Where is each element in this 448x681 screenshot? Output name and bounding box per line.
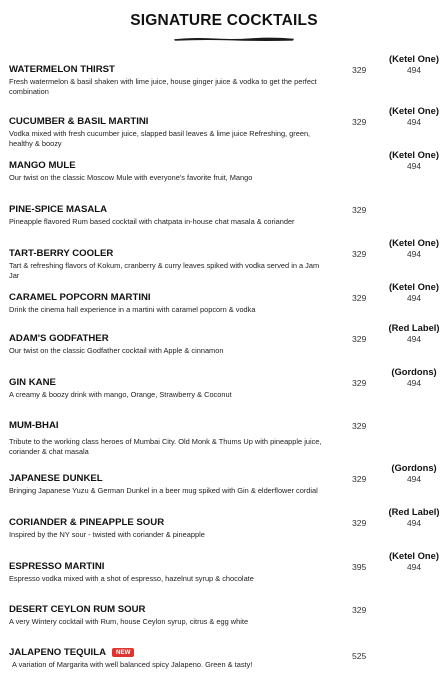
item-price: 329: [352, 605, 367, 615]
upgrade-spirit: (Red Label): [388, 322, 440, 333]
upgrade-price: 494: [407, 249, 421, 259]
upgrade-price: 494: [407, 117, 421, 127]
item-description: Drink the cinema hall experience in a martini with caramel popcorn & vodka: [9, 305, 256, 314]
item-name: JALAPENO TEQUILA: [9, 647, 107, 658]
item-description: Vodka mixed with fresh cucumber juice, slapped basil leaves & lime juice Refreshing, green, healthy & boozy: [9, 129, 311, 148]
upgrade-option: [382, 366, 446, 388]
item-description: Bringing Japanese Yuzu & German Dunkel in a beer mug spiked with Gin & elderflower cordial: [9, 486, 318, 495]
upgrade-option: [382, 550, 446, 572]
item-name: ADAM'S GODFATHER: [9, 333, 109, 344]
item-description: Pineapple flavored Rum based cocktail with chatpata in-house chat masala & coriander: [9, 217, 295, 226]
item-price: 329: [352, 474, 367, 484]
title-underline-brush: [172, 36, 296, 42]
upgrade-option: [382, 237, 446, 259]
upgrade-spirit: (Ketel One): [388, 237, 439, 248]
upgrade-spirit: (Ketel One): [388, 149, 439, 160]
upgrade-option: [382, 281, 446, 303]
upgrade-option: [382, 53, 446, 75]
upgrade-price: 494: [407, 334, 421, 344]
item-description: Our twist on the classic Moscow Mule with everyone's favorite fruit, Mango: [9, 173, 253, 182]
item-name: GIN KANE: [9, 377, 56, 388]
item-description: A very Wintery cocktail with Rum, house Ceylon syrup, citrus & egg white: [9, 617, 249, 626]
item-description: Fresh watermelon & basil shaken with lime juice, house ginger juice & vodka to get the perfect combination: [9, 77, 317, 96]
item-name: CUCUMBER & BASIL MARTINI: [9, 116, 149, 127]
upgrade-option: [382, 462, 446, 484]
item-price: 329: [352, 334, 367, 344]
item-name: MANGO MULE: [9, 160, 76, 171]
item-name: DESERT CEYLON RUM SOUR: [9, 604, 146, 615]
item-name: CORIANDER & PINEAPPLE SOUR: [9, 517, 165, 528]
upgrade-option: [382, 322, 446, 344]
new-badge: NEW: [112, 648, 134, 657]
item-name: CARAMEL POPCORN MARTINI: [9, 292, 151, 303]
item-description: A creamy & boozy drink with mango, Orange, Strawberry & Coconut: [9, 390, 232, 399]
upgrade-spirit: (Ketel One): [388, 281, 439, 292]
item-description: Inspired by the NY sour - twisted with coriander & pineapple: [9, 530, 205, 539]
item-name: JAPANESE DUNKEL: [9, 473, 103, 484]
item-name: MUM-BHAI: [9, 420, 59, 431]
upgrade-option: [382, 506, 446, 528]
item-name: ESPRESSO MARTINI: [9, 561, 105, 572]
item-description: Tribute to the working class heroes of Mumbai City. Old Monk & Thums Up with pineapple juice, coriander & chat masala: [9, 437, 322, 456]
upgrade-spirit: (Gordons): [391, 462, 437, 473]
item-description: Espresso vodka mixed with a shot of espresso, hazelnut syrup & chocolate: [9, 574, 254, 583]
upgrade-price: 494: [407, 161, 421, 171]
item-price: 329: [352, 65, 367, 75]
upgrade-price: 494: [407, 474, 421, 484]
upgrade-option: [382, 149, 446, 171]
upgrade-spirit: (Ketel One): [388, 550, 439, 561]
item-name: WATERMELON THIRST: [9, 64, 115, 75]
item-price: 329: [352, 293, 367, 303]
item-price: 329: [352, 117, 367, 127]
item-price: 329: [352, 249, 367, 259]
item-price: 329: [352, 205, 367, 215]
upgrade-option: [382, 105, 446, 127]
item-price: 395: [352, 562, 367, 572]
upgrade-spirit: (Ketel One): [388, 105, 439, 116]
upgrade-price: 494: [407, 65, 421, 75]
item-name: TART-BERRY COOLER: [9, 248, 114, 259]
item-price: 329: [352, 378, 367, 388]
upgrade-price: 494: [407, 562, 421, 572]
item-description: Tart & refreshing flavors of Kokum, cranberry & curry leaves spiked with vodka served in a Jam Jar: [9, 261, 320, 280]
item-name: PINE-SPICE MASALA: [9, 204, 108, 215]
upgrade-spirit: (Gordons): [391, 366, 437, 377]
upgrade-price: 494: [407, 378, 421, 388]
upgrade-price: 494: [407, 518, 421, 528]
item-description: Our twist on the classic Godfather cocktail with Apple & cinnamon: [9, 346, 224, 355]
item-price: 329: [352, 421, 367, 431]
upgrade-price: 494: [407, 293, 421, 303]
item-name-row: [9, 647, 134, 658]
item-price: 525: [352, 651, 367, 661]
item-price: 329: [352, 518, 367, 528]
upgrade-spirit: (Red Label): [388, 506, 440, 517]
page-title: SIGNATURE COCKTAILS: [130, 12, 318, 29]
item-description: A variation of Margarita with well balanced spicy Jalapeno. Green & tasty!: [12, 660, 253, 669]
upgrade-spirit: (Ketel One): [388, 53, 439, 64]
